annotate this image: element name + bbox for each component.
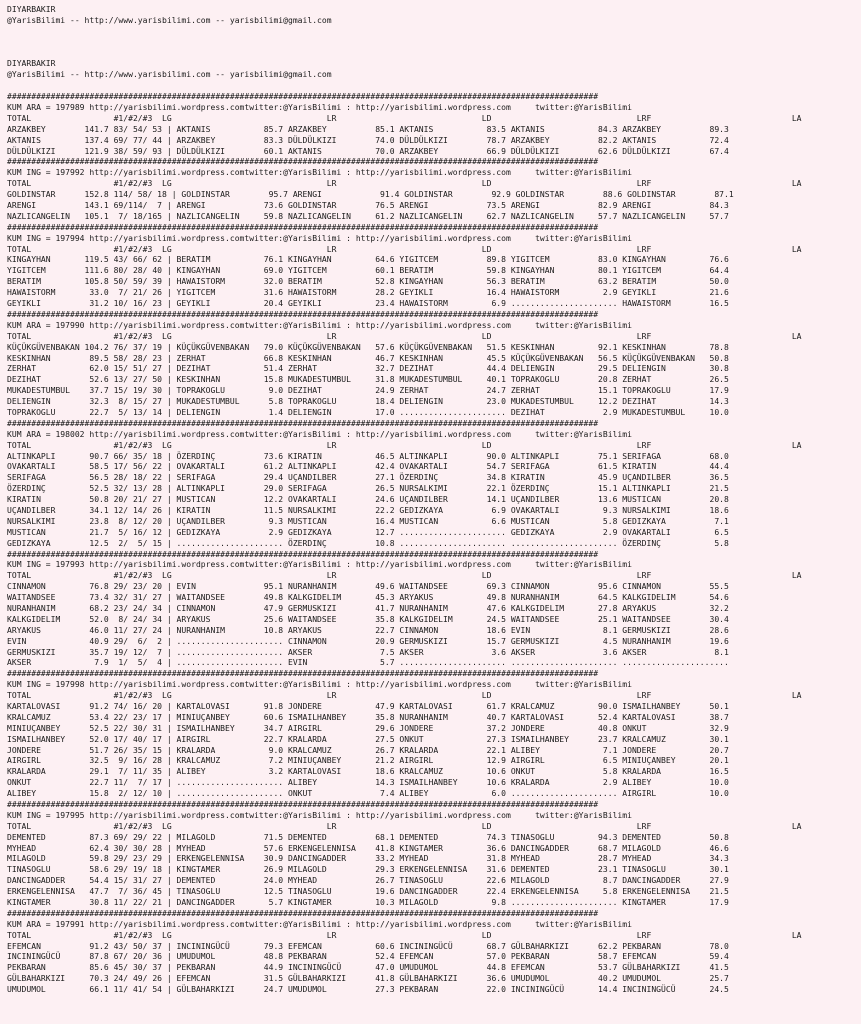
column-header-line: TOTAL #1/#2/#3 LG LR LD LRF LA [7, 179, 802, 189]
column-header-line: TOTAL #1/#2/#3 LG LR LD LRF LA [7, 571, 802, 581]
race-row: DEZIHAT 52.6 13/ 27/ 50 | KESKINHAN 15.8 MUKADESTUMBUL 31.8 MUKADESTUMBUL 40.1 TOPRAKOGLU 20.8 ZERHAT 26.5 [7, 375, 729, 385]
race-row: DEMENTED 87.3 69/ 29/ 22 | MILAGOLD 71.5 DEMENTED 68.1 DEMENTED 74.3 TINASOGLU 94.3 DEMENTED 50.8 [7, 832, 729, 842]
separator-line: ########################################################################################################################## [7, 92, 599, 102]
race-row: KÜÇÜKGÜVENBAKAN 104.2 76/ 37/ 19 | KÜÇÜKGÜVENBAKAN 79.0 KÜÇÜKGÜVENBAKAN 57.6 KÜÇÜKGÜVENBAKAN 51.5 KESKINHAN 92.1 KESKINHAN 78.8 [7, 342, 729, 352]
race-title-line: KUM ARA = 197991 http://yarisbilimi.wordpress.comtwitter:@YarisBilimi : http://yarisbilimi.wordpress.com twitter:@YarisBilimi [7, 919, 632, 929]
race-title-line: KUM ARA = 198002 http://yarisbilimi.wordpress.comtwitter:@YarisBilimi : http://yarisbilimi.wordpress.com twitter:@YarisBilimi [7, 429, 632, 439]
race-row: ÖZERDINÇ 52.5 32/ 13/ 28 | ALTINKAPLI 29.0 SERIFAGA 26.5 NURSALKIMI 22.1 ÖZERDINÇ 15.1 ALTINKAPLI 21.5 [7, 484, 729, 494]
race-row: MYHEAD 62.4 30/ 30/ 28 | MYHEAD 57.6 ERKENGELENNISA 41.8 KINGTAMER 36.6 DANCINGADDER 68.7 MILAGOLD 46.6 [7, 843, 729, 853]
race-row: UÇANDILBER 34.1 12/ 14/ 26 | KIRATIN 11.5 NURSALKIMI 22.2 GEDIZKAYA 6.9 OVAKARTALI 9.3 NURSALKIMI 18.6 [7, 505, 729, 515]
separator-line: ########################################################################################################################## [7, 908, 599, 918]
race-row: BERATIM 105.8 50/ 59/ 39 | HAWAISTORM 32.0 BERATIM 52.8 KINGAYHAN 56.3 BERATIM 63.2 BERATIM 50.0 [7, 277, 729, 287]
race-row: HAWAISTORM 33.0 7/ 21/ 26 | YIGITCEM 31.6 HAWAISTORM 28.2 GEYIKLI 16.4 HAWAISTORM 2.9 GEYIKLI 21.6 [7, 288, 729, 298]
race-row: ZERHAT 62.0 15/ 51/ 27 | DEZIHAT 51.4 ZERHAT 32.7 DEZIHAT 44.4 DELIENGIN 29.5 DELIENGIN 30.8 [7, 364, 729, 374]
race-row: KESKINHAN 89.5 58/ 28/ 23 | ZERHAT 66.8 KESKINHAN 46.7 KESKINHAN 45.5 KÜÇÜKGÜVENBAKAN 56.5 KÜÇÜKGÜVENBAKAN 50.8 [7, 353, 729, 363]
race-row: KRALCAMUZ 53.4 22/ 23/ 17 | MINIUÇANBEY 60.6 ISMAILHANBEY 35.8 NURANHANIM 40.7 KARTALOVASI 52.4 KARTALOVASI 38.7 [7, 712, 729, 722]
separator-line: ########################################################################################################################## [7, 309, 599, 319]
column-header-line: TOTAL #1/#2/#3 LG LR LD LRF LA [7, 440, 802, 450]
race-row: MUSTICAN 21.7 5/ 16/ 12 | GEDIZKAYA 2.9 GEDIZKAYA 12.7 ...................... GEDIZKAYA 2.9 OVAKARTALI 6.5 [7, 527, 729, 537]
blank-line [7, 81, 861, 92]
race-row: GEYIKLI 31.2 10/ 16/ 23 | GEYIKLI 20.4 GEYIKLI 23.4 HAWAISTORM 6.9 ...................... HAWAISTORM 16.5 [7, 299, 729, 309]
race-row: MINIUÇANBEY 52.5 22/ 30/ 31 | ISMAILHANBEY 34.7 AIRGIRL 29.6 JONDERE 37.2 JONDERE 40.8 ONKUT 32.9 [7, 723, 729, 733]
column-header-line: TOTAL #1/#2/#3 LG LR LD LRF LA [7, 244, 802, 254]
race-row: ARENGI 143.1 69/114/ 7 | ARENGI 73.6 GOLDINSTAR 76.5 ARENGI 73.5 ARENGI 82.9 ARENGI 84.3 [7, 201, 729, 211]
race-row: TOPRAKOGLU 22.7 5/ 13/ 14 | DELIENGIN 1.4 DELIENGIN 17.0 ...................... DEZIHAT 2.9 MUKADESTUMBUL 10.0 [7, 407, 729, 417]
race-title-line: KUM ING = 197993 http://yarisbilimi.wordpress.comtwitter:@YarisBilimi : http://yarisbilimi.wordpress.com twitter:@YarisBilimi [7, 560, 632, 570]
column-header-line: TOTAL #1/#2/#3 LG LR LD LRF LA [7, 821, 802, 831]
race-row: PEKBARAN 85.6 45/ 30/ 37 | PEKBARAN 44.9 INCININGÜCÜ 47.0 UMUDUMOL 44.8 EFEMCAN 53.7 GÜLBAHARKIZI 41.5 [7, 963, 729, 973]
race-row: SERIFAGA 56.5 28/ 18/ 22 | SERIFAGA 29.4 UÇANDILBER 27.1 ÖZERDINÇ 34.8 KIRATIN 45.9 UÇANDILBER 36.5 [7, 473, 729, 483]
race-row: NURSALKIMI 23.8 8/ 12/ 20 | UÇANDILBER 9.3 MUSTICAN 16.4 MUSTICAN 6.6 MUSTICAN 5.8 GEDIZKAYA 7.1 [7, 516, 729, 526]
separator-line: ########################################################################################################################## [7, 418, 599, 428]
race-row: ERKENGELENNISA 47.7 7/ 36/ 45 | TINASOGLU 12.5 TINASOGLU 19.6 DANCINGADDER 22.4 ERKENGELENNISA 5.8 ERKENGELENNISA 21.5 [7, 887, 729, 897]
race-row: GÜLBAHARKIZI 70.3 24/ 49/ 26 | EFEMCAN 31.5 GÜLBAHARKIZI 41.8 GÜLBAHARKIZI 36.6 UMUDUMOL 40.2 UMUDUMOL 25.7 [7, 974, 729, 984]
race-row: KINGTAMER 30.8 11/ 22/ 21 | DANCINGADDER 5.7 KINGTAMER 10.3 MILAGOLD 9.8 ...................... KINGTAMER 17.9 [7, 898, 729, 908]
race-row: UMUDUMOL 66.1 11/ 41/ 54 | GÜLBAHARKIZI 24.7 UMUDUMOL 27.3 PEKBARAN 22.0 INCININGÜCÜ 14.4 INCININGÜCÜ 24.5 [7, 985, 729, 995]
race-row: CINNAMON 76.8 29/ 23/ 20 | EVIN 95.1 NURANHANIM 49.6 WAITANDSEE 69.3 CINNAMON 95.6 CINNAMON 55.5 [7, 582, 729, 592]
race-row: KARTALOVASI 91.2 74/ 16/ 20 | KARTALOVASI 91.8 JONDERE 47.9 KARTALOVASI 61.7 KRALCAMUZ 90.0 ISMAILHANBEY 50.1 [7, 702, 729, 711]
race-row: JONDERE 51.7 26/ 35/ 15 | KRALARDA 9.0 KRALCAMUZ 26.7 KRALARDA 22.1 ALIBEY 7.1 JONDERE 20.7 [7, 745, 729, 755]
race-row: ONKUT 22.7 11/ 7/ 17 | ...................... ALIBEY 14.3 ISMAILHANBEY 10.6 KRALARDA 2.9 ALIBEY 10.0 [7, 778, 729, 788]
separator-line: ########################################################################################################################## [7, 669, 599, 679]
blank-line [7, 27, 861, 38]
race-row: KIRATIN 50.8 20/ 21/ 27 | MUSTICAN 12.2 OVAKARTALI 24.6 UÇANDILBER 14.1 UÇANDILBER 13.6 MUSTICAN 20.8 [7, 495, 729, 505]
column-header-line: TOTAL #1/#2/#3 LG LR LD LRF LA [7, 691, 802, 701]
column-header-line: TOTAL #1/#2/#3 LG LR LD LRF LA [7, 930, 802, 940]
race-row: KALKGIDELIM 52.0 8/ 24/ 34 | ARYAKUS 25.6 WAITANDSEE 35.8 KALKGIDELIM 24.5 WAITANDSEE 25.1 WAITANDSEE 30.4 [7, 614, 729, 624]
race-row: AKTANIS 137.4 69/ 77/ 44 | ARZAKBEY 83.3 DÜLDÜLKIZI 74.0 DÜLDÜLKIZI 78.7 ARZAKBEY 82.2 AKTANIS 72.4 [7, 135, 729, 145]
blank-line [7, 38, 861, 49]
race-row: ALTINKAPLI 90.7 66/ 35/ 18 | ÖZERDINÇ 73.6 KIRATIN 46.5 ALTINKAPLI 90.0 ALTINKAPLI 75.1 SERIFAGA 68.0 [7, 451, 729, 461]
race-row: AKSER 7.9 1/ 5/ 4 | ...................... EVIN 5.7 ...................... ...................... ...................... [7, 658, 729, 668]
race-row: ALIBEY 15.8 2/ 12/ 10 | ...................... ONKUT 7.4 ALIBEY 6.0 ...................... AIRGIRL 10.0 [7, 789, 729, 799]
race-row: NURANHANIM 68.2 23/ 24/ 34 | CINNAMON 47.9 GERMUSKIZI 41.7 NURANHANIM 47.6 KALKGIDELIM 27.8 ARYAKUS 32.2 [7, 603, 729, 613]
race-row: WAITANDSEE 73.4 32/ 31/ 27 | WAITANDSEE 49.8 KALKGIDELIM 45.3 ARYAKUS 49.8 NURANHANIM 64.5 KALKGIDELIM 54.6 [7, 593, 729, 603]
race-row: TINASOGLU 58.6 29/ 19/ 18 | KINGTAMER 26.9 MILAGOLD 29.3 ERKENGELENNISA 31.6 DEMENTED 23.1 TINASOGLU 30.1 [7, 865, 729, 875]
race-row: GEDIZKAYA 12.5 2/ 5/ 15 | ...................... ÖZERDINÇ 10.8 ...................... ...................... ÖZERDINÇ 5.8 [7, 538, 729, 548]
race-row: GERMUSKIZI 35.7 19/ 12/ 7 | ...................... AKSER 7.5 AKSER 3.6 AKSER 3.6 AKSER 8.1 [7, 647, 729, 657]
report-contact: @YarisBilimi -- http://www.yarisbilimi.com -- yarisbilimi@gmail.com [7, 70, 332, 80]
race-row: ARZAKBEY 141.7 83/ 54/ 53 | AKTANIS 85.7 ARZAKBEY 85.1 AKTANIS 83.5 AKTANIS 84.3 ARZAKBEY 89.3 [7, 124, 729, 134]
race-title-line: KUM ING = 197998 http://yarisbilimi.wordpress.comtwitter:@YarisBilimi : http://yarisbilimi.wordpress.com twitter:@YarisBilimi [7, 680, 632, 690]
race-row: KRALARDA 29.1 7/ 11/ 35 | ALIBEY 3.2 KARTALOVASI 18.6 KRALCAMUZ 10.6 ONKUT 5.8 KRALARDA 16.5 [7, 767, 729, 777]
race-title-line: KUM ARA = 197989 http://yarisbilimi.wordpress.comtwitter:@YarisBilimi : http://yarisbilimi.wordpress.com twitter:@YarisBilimi [7, 103, 632, 113]
column-header-line: TOTAL #1/#2/#3 LG LR LD LRF LA [7, 113, 802, 123]
report-contact: @YarisBilimi -- http://www.yarisbilimi.com -- yarisbilimi@gmail.com [7, 15, 332, 25]
race-row: MUKADESTUMBUL 37.7 15/ 19/ 30 | TOPRAKOGLU 9.0 DEZIHAT 24.9 ZERHAT 24.7 ZERHAT 15.1 TOPRAKOGLU 17.9 [7, 386, 729, 396]
race-title-line: KUM ING = 197995 http://yarisbilimi.wordpress.comtwitter:@YarisBilimi : http://yarisbilimi.wordpress.com twitter:@YarisBilimi [7, 810, 632, 820]
race-row: ISMAILHANBEY 52.0 17/ 40/ 17 | AIRGIRL 22.7 KRALARDA 27.5 ONKUT 27.3 ISMAILHANBEY 23.7 KRALCAMUZ 30.1 [7, 734, 729, 744]
race-title-line: KUM ING = 197992 http://yarisbilimi.wordpress.comtwitter:@YarisBilimi : http://yarisbilimi.wordpress.com twitter:@YarisBilimi [7, 168, 632, 178]
race-row: GOLDINSTAR 152.8 114/ 58/ 18 | GOLDINSTAR 95.7 ARENGI 91.4 GOLDINSTAR 92.9 GOLDINSTAR 88.6 GOLDINSTAR 87.1 [7, 190, 734, 200]
race-row: AIRGIRL 32.5 9/ 16/ 28 | KRALCAMUZ 7.2 MINIUÇANBEY 21.2 AIRGIRL 12.9 AIRGIRL 6.5 MINIUÇANBEY 20.1 [7, 756, 729, 766]
race-row: DANCINGADDER 54.4 15/ 31/ 27 | DEMENTED 24.0 MYHEAD 26.7 TINASOGLU 22.6 MILAGOLD 8.7 DANCINGADDER 27.9 [7, 876, 729, 886]
blank-line [7, 49, 861, 60]
race-title-line: KUM ARA = 197990 http://yarisbilimi.wordpress.comtwitter:@YarisBilimi : http://yarisbilimi.wordpress.com twitter:@YarisBilimi [7, 320, 632, 330]
race-row: OVAKARTALI 58.5 17/ 56/ 22 | OVAKARTALI 61.2 ALTINKAPLI 42.4 OVAKARTALI 54.7 SERIFAGA 61.5 KIRATIN 44.4 [7, 462, 729, 472]
race-row: ARYAKUS 46.0 11/ 27/ 24 | NURANHANIM 10.8 ARYAKUS 22.7 CINNAMON 18.6 EVIN 8.1 GERMUSKIZI 28.6 [7, 625, 729, 635]
separator-line: ########################################################################################################################## [7, 157, 599, 167]
column-header-line: TOTAL #1/#2/#3 LG LR LD LRF LA [7, 331, 802, 341]
race-row: DÜLDÜLKIZI 121.9 38/ 59/ 93 | DÜLDÜLKIZI 60.1 AKTANIS 70.0 ARZAKBEY 66.9 DÜLDÜLKIZI 62.6 DÜLDÜLKIZI 67.4 [7, 146, 729, 156]
race-row: KINGAYHAN 119.5 43/ 66/ 62 | BERATIM 76.1 KINGAYHAN 64.6 YIGITCEM 89.8 YIGITCEM 83.0 KINGAYHAN 76.6 [7, 255, 729, 265]
race-title-line: KUM ING = 197994 http://yarisbilimi.wordpress.comtwitter:@YarisBilimi : http://yarisbilimi.wordpress.com twitter:@YarisBilimi [7, 233, 632, 243]
report-title: DIYARBAKIR [7, 5, 56, 14]
race-row: DELIENGIN 32.3 8/ 15/ 27 | MUKADESTUMBUL 5.8 TOPRAKOGLU 18.4 DELIENGIN 23.0 MUKADESTUMBUL 12.2 DEZIHAT 14.3 [7, 397, 729, 407]
race-row: INCININGÜCÜ 87.8 67/ 20/ 36 | UMUDUMOL 48.8 PEKBARAN 52.4 EFEMCAN 57.0 PEKBARAN 58.7 EFEMCAN 59.4 [7, 952, 729, 962]
race-row: MILAGOLD 59.8 29/ 23/ 29 | ERKENGELENNISA 30.9 DANCINGADDER 33.2 MYHEAD 31.8 MYHEAD 28.7 MYHEAD 34.3 [7, 854, 729, 864]
race-row: EVIN 40.9 29/ 6/ 2 | ...................... CINNAMON 20.9 GERMUSKIZI 15.7 GERMUSKIZI 4.5 NURANHANIM 19.6 [7, 636, 729, 646]
separator-line: ########################################################################################################################## [7, 222, 599, 232]
race-row: NAZLICANGELIN 105.1 7/ 18/165 | NAZLICANGELIN 59.8 NAZLICANGELIN 61.2 NAZLICANGELIN 62.7 NAZLICANGELIN 57.7 NAZLICANGELIN 57.7 [7, 211, 729, 221]
separator-line: ########################################################################################################################## [7, 549, 599, 559]
report-title: DIYARBAKIR [7, 59, 56, 69]
separator-line: ########################################################################################################################## [7, 800, 599, 810]
race-row: EFEMCAN 91.2 43/ 50/ 37 | INCININGÜCÜ 79.3 EFEMCAN 60.6 INCININGÜCÜ 68.7 GÜLBAHARKIZI 62.2 PEKBARAN 78.0 [7, 941, 729, 951]
race-row: YIGITCEM 111.6 80/ 28/ 40 | KINGAYHAN 69.0 YIGITCEM 60.1 BERATIM 59.8 KINGAYHAN 80.1 YIGITCEM 64.4 [7, 266, 729, 276]
